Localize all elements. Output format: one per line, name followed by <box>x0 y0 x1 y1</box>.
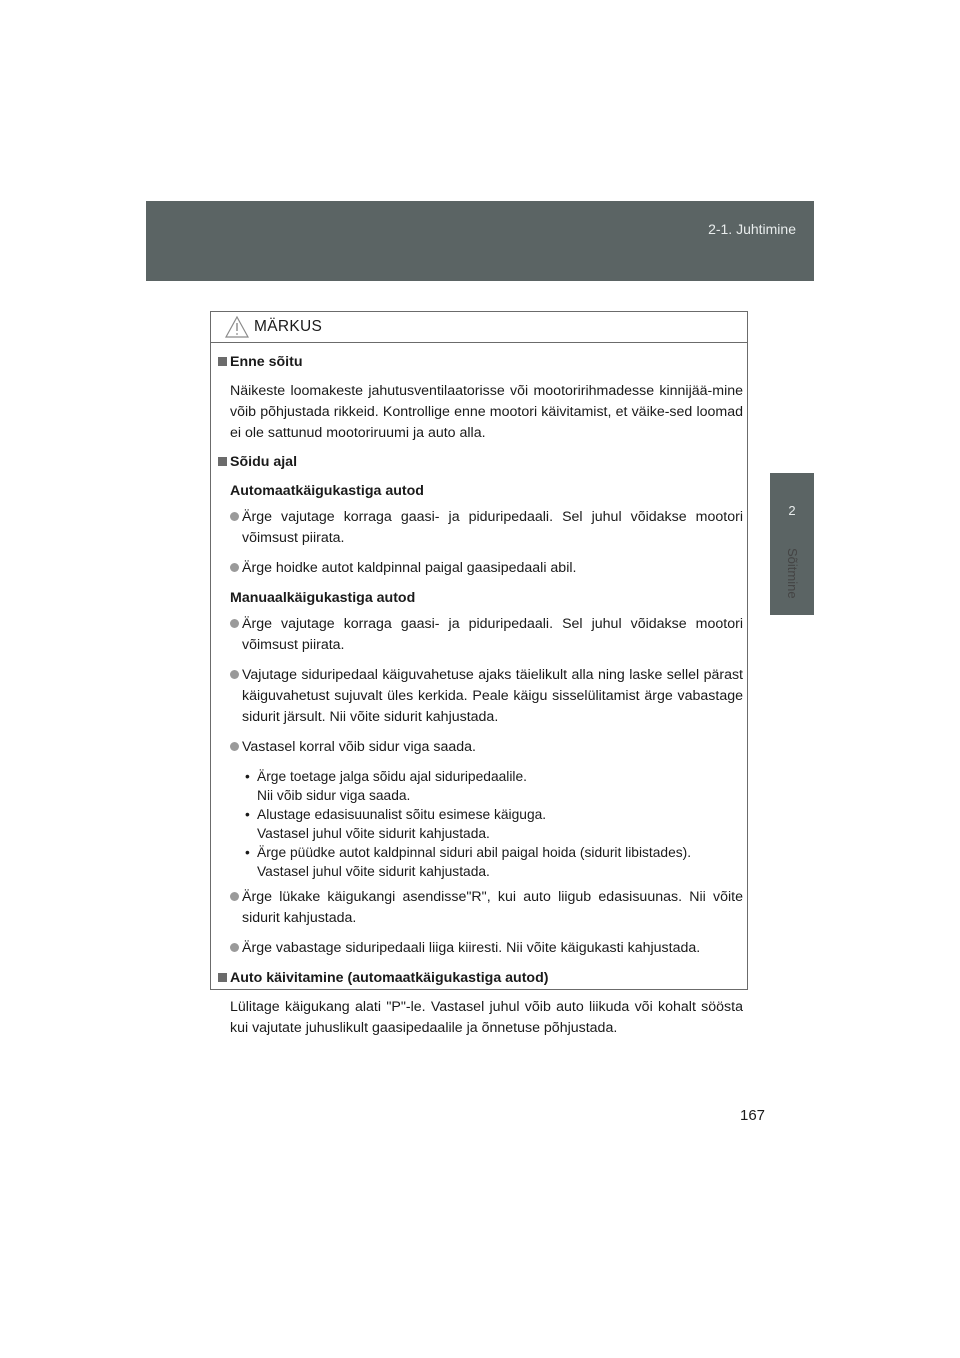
dash-item-cont: Vastasel juhul võite sidurit kahjustada. <box>257 864 490 879</box>
header-band <box>146 201 814 281</box>
dash-list <box>218 767 743 881</box>
subheading: Manuaalkäigukastiga autod <box>230 590 416 606</box>
bullet-item: Vastasel korral võib sidur viga saada. <box>218 737 743 758</box>
bullet-item: Ärge hoidke autot kaldpinnal paigal gaasipedaali abil. <box>218 558 743 579</box>
section-heading: Enne sõitu <box>218 352 743 373</box>
bullet-item: Ärge vabastage siduripedaali liiga kiiresti. Nii võite käigukasti kahjustada. <box>218 938 743 959</box>
warning-triangle-icon <box>225 316 249 338</box>
bullet-item: Ärge vajutage korraga gaasi- ja piduripedaali. Sel juhul võidakse mootori võimsust piirata. <box>218 614 743 656</box>
dash-item-cont: Vastasel juhul võite sidurit kahjustada. <box>257 826 490 841</box>
notice-title: MÄRKUS <box>254 318 323 335</box>
bullet-item: Ärge vajutage korraga gaasi- ja piduripedaali. Sel juhul võidakse mootori võimsust piirata. <box>218 507 743 549</box>
notice-content <box>218 352 743 1047</box>
bullet-item: Ärge lükake käigukangi asendisse"R", kui auto liigub edasisuunas. Nii võite sidurit kahjustada. <box>218 887 743 929</box>
dash-item: • Ärge toetage jalga sõidu ajal siduripedaalile. <box>218 767 743 786</box>
dash-item: • Alustage edasisuunalist sõitu esimese käiguga. <box>218 805 743 824</box>
chapter-number: 2 <box>788 503 796 518</box>
section-title: 2-1. Juhtimine <box>708 221 796 237</box>
chapter-label: Sõitmine <box>785 548 800 599</box>
notice-box <box>210 311 748 1036</box>
paragraph: Näikeste loomakeste jahutusventilaatorisse või mootoririhmadesse kinnijää-mine võib põhjustada rikkeid. Kontrollige enne mootori käivitamist, et väike-sed loomad ei ole sattunud mootoriruumi ja auto alla. <box>230 383 743 441</box>
page-number: 167 <box>740 1107 766 1124</box>
chapter-label-wrap <box>770 530 814 620</box>
dash-item-cont: Nii võib sidur viga saada. <box>257 788 411 803</box>
bullet-item: Vajutage siduripedaal käiguvahetuse ajaks täielikult alla ning laske sellel pärast käiguvahetust sujuvalt üles kerkida. Peale käigu sisselülitamist ärge vabastage sidurit järsult. Nii võite sidurit kahjustada. <box>218 665 743 728</box>
section-heading: Sõidu ajal <box>218 452 743 473</box>
section-heading: Auto käivitamine (automaatkäigukastiga autod) <box>218 968 743 989</box>
subheading: Automaatkäigukastiga autod <box>230 483 424 499</box>
dash-item: • Ärge püüdke autot kaldpinnal siduri abil paigal hoida (sidurit libistades). <box>218 843 743 862</box>
notice-header <box>211 312 747 343</box>
paragraph: Lülitage käigukang alati "P"-le. Vastasel juhul võib auto liikuda või kohalt söösta kui vajutate juhuslikult gaasipedaalile ja õnnetuse põhjustada. <box>230 999 743 1036</box>
